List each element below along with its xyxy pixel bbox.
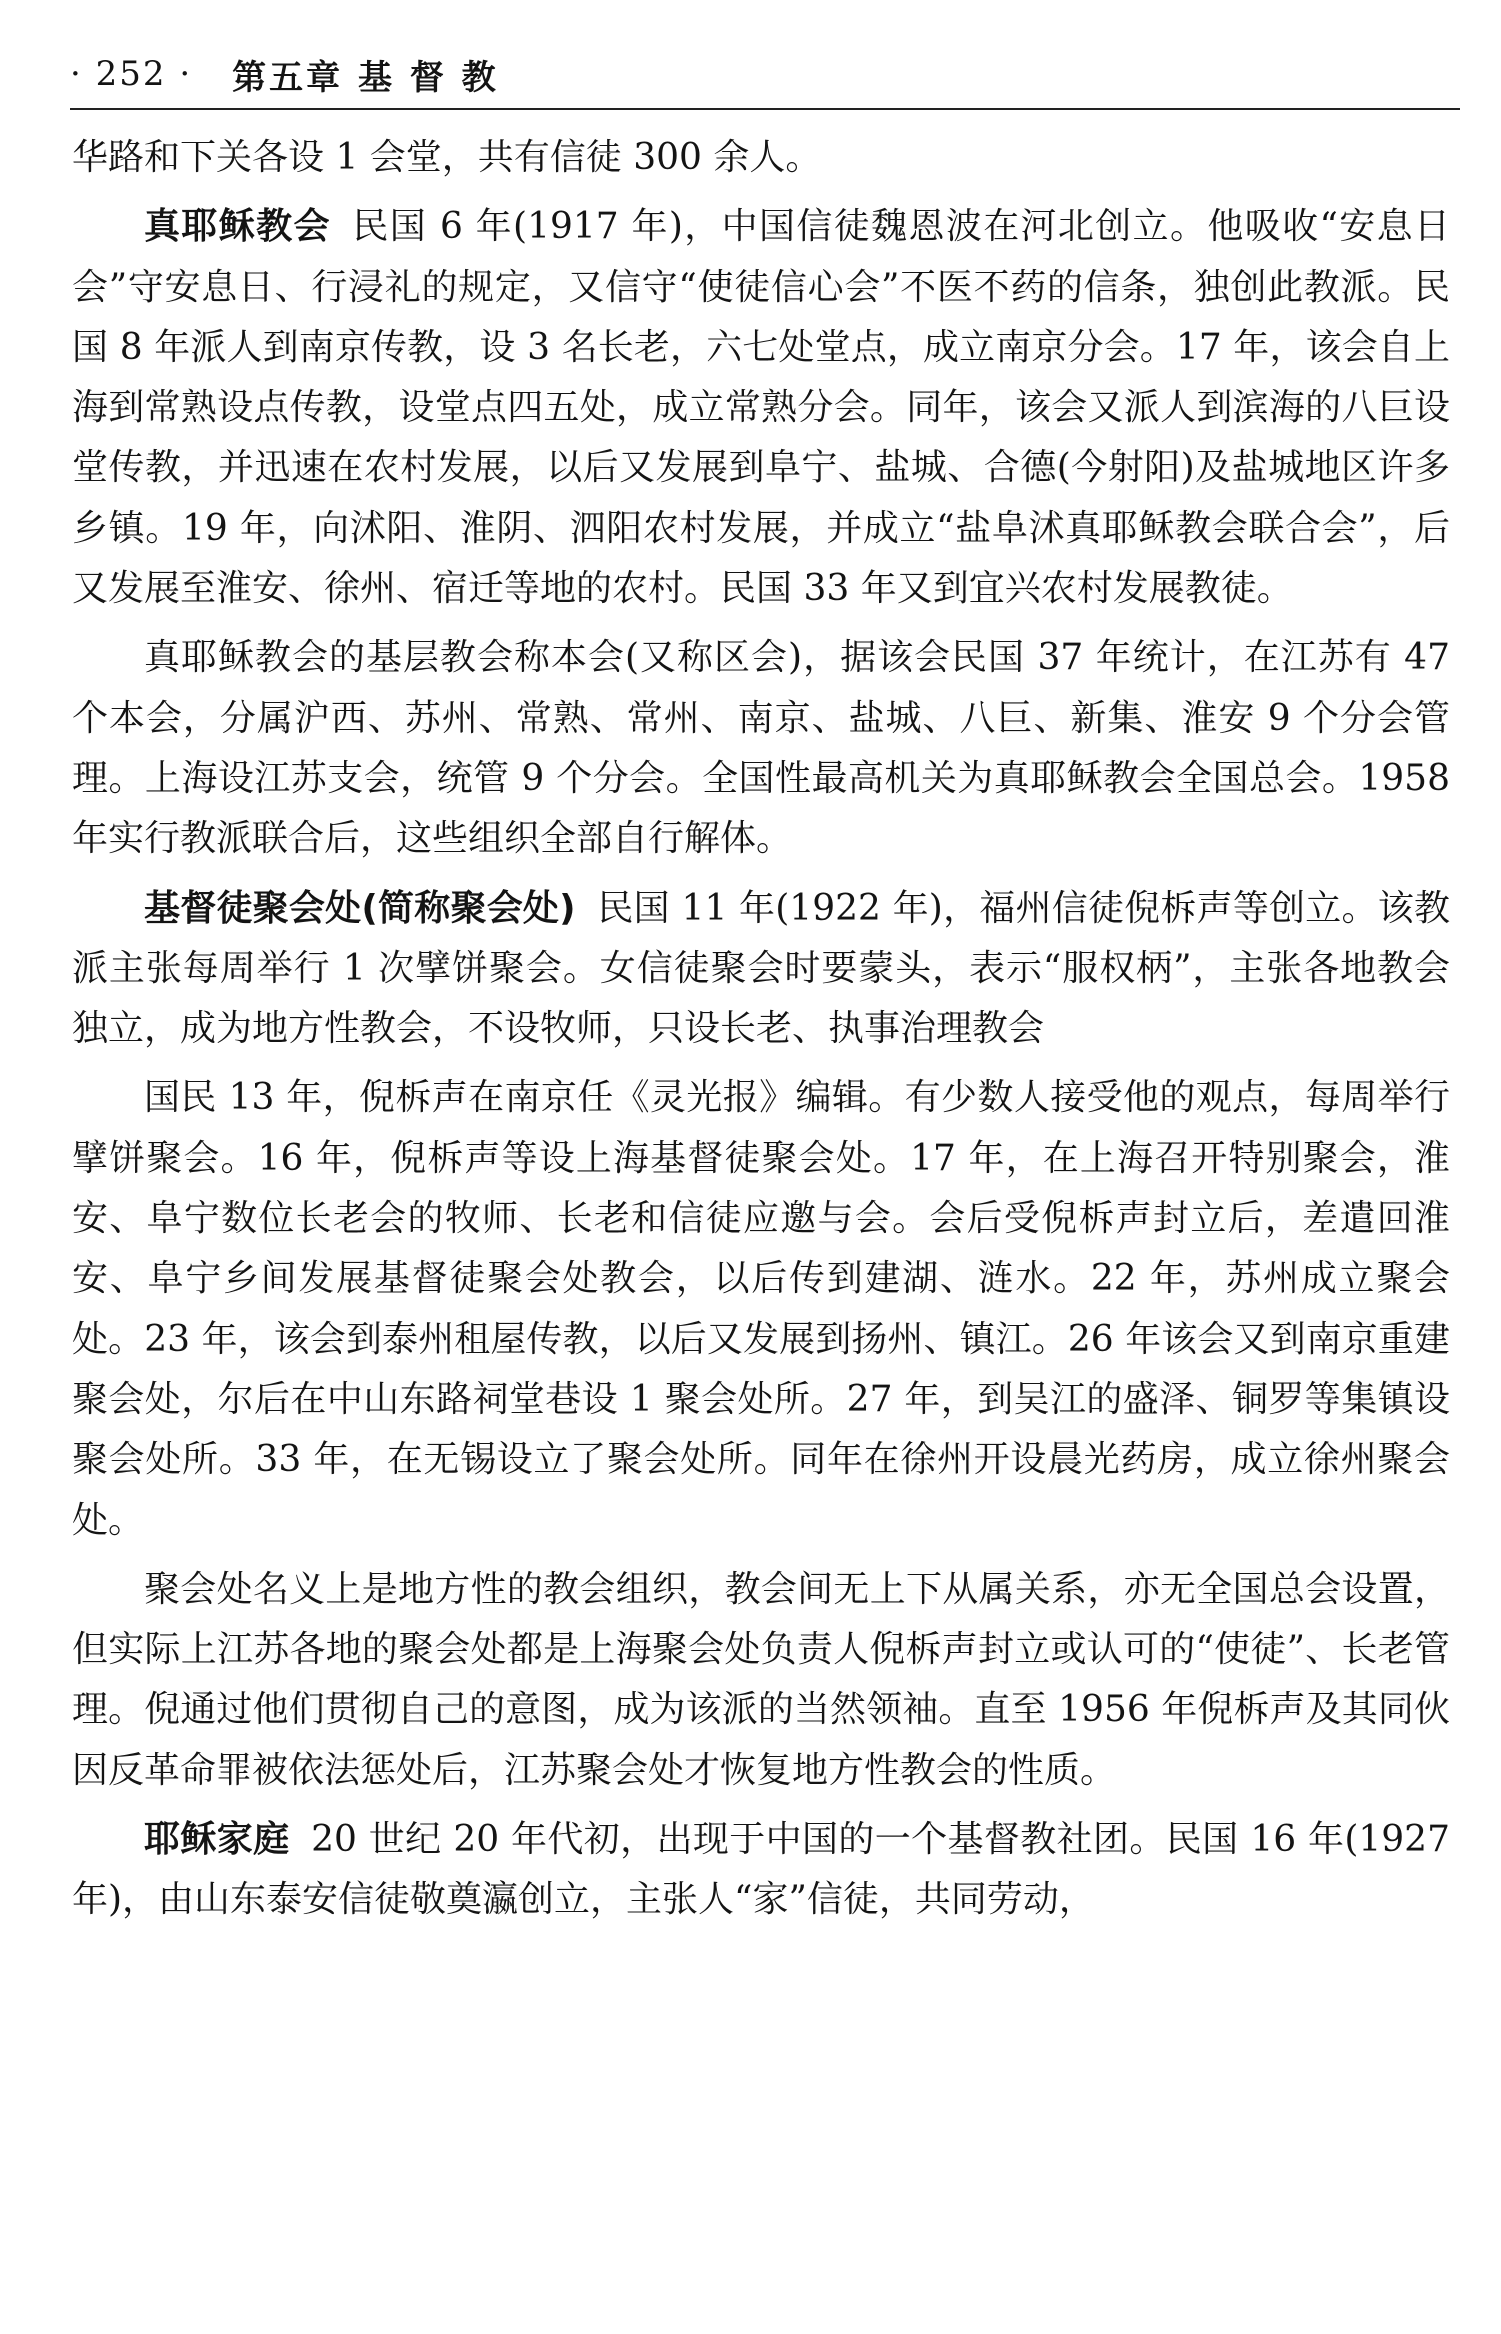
paragraph-text: 20 世纪 20 年代初，出现于中国的一个基督教社团。民国 16 年(1927 年)，由山东泰安信徒敬奠瀛创立，主张人“家”信徒，共同劳动， [72,1819,1450,1921]
header-rule [70,108,1460,110]
paragraph-text: 民国 11 年(1922 年)，福州信徒倪柝声等创立。该教派主张每周举行 1 次擘饼聚会。女信徒聚会时要蒙头，表示“服权柄”，主张各地教会独立，成为地方性教会，不设牧师，只设长老、执事治理教会 [72,887,1450,1050]
entry-true-jesus-church [72,197,1450,619]
paragraph-text: 民国 6 年(1917 年)，中国信徒魏恩波在河北创立。他吸收“安息日会”守安息日、行浸礼的规定，又信守“使徒信心会”不医不药的信条，独创此教派。民国 8 年派人到南京传教，设 3 名长老，六七处堂点，成立南京分会。17 年，该会自上海到常熟设点传教，设堂点四五处，成立常熟分会。同年，该会又派人到滨海的八巨设堂传教，并迅速在农村发展，以后又发展到阜宁、盐城、合德(今射阳)及盐城地区许多乡镇。19 年，向沭阳、淮阴、泗阳农村发展，并成立“盐阜沭真耶稣教会联合会”，后又发展至淮安、徐州、宿迁等地的农村。民国 33 年又到宜兴农村发展教徒。 [72,206,1450,610]
paragraph [72,628,1450,869]
running-header [70,48,1450,100]
paragraph-continuation [72,128,1450,188]
entry-term: 耶稣家庭 [144,1819,290,1861]
paragraph-text: 华路和下关各设 1 会堂，共有信徒 300 余人。 [72,137,822,178]
paragraph-text: 聚会处名义上是地方性的教会组织，教会间无上下从属关系，亦无全国总会设置，但实际上江苏各地的聚会处都是上海聚会处负责人倪柝声封立或认可的“使徒”、长老管理。倪通过他们贯彻自己的意图，成为该派的当然领袖。直至 1956 年倪柝声及其同伙因反革命罪被依法惩处后，江苏聚会处才恢复地方性教会的性质。 [72,1568,1450,1791]
paragraph [72,1560,1450,1801]
entry-term: 真耶稣教会 [144,206,331,248]
entry-term: 基督徒聚会处(简称聚会处) [144,887,576,929]
entry-jesus-family [72,1810,1450,1931]
page-number: · 252 · [70,54,193,94]
page-body [72,128,1450,1931]
paragraph [72,1068,1450,1550]
chapter-title: 第五章 基 督 教 [232,57,499,98]
paragraph-text: 真耶稣教会的基层教会称本会(又称区会)，据该会民国 37 年统计，在江苏有 47 个本会，分属沪西、苏州、常熟、常州、南京、盐城、八巨、新集、淮安 9 个分会管理。上海设江苏支会，统管 9 个分会。全国性最高机关为真耶稣教会全国总会。1958 年实行教派联合后，这些组织全部自行解体。 [72,637,1450,860]
paragraph-text: 国民 13 年，倪柝声在南京任《灵光报》编辑。有少数人接受他的观点，每周举行擘饼聚会。16 年，倪柝声等设上海基督徒聚会处。17 年，在上海召开特别聚会，淮安、阜宁数位长老会的牧师、长老和信徒应邀与会。会后受倪柝声封立后，差遣回淮安、阜宁乡间发展基督徒聚会处教会，以后传到建湖、涟水。22 年，苏州成立聚会处。23 年，该会到泰州租屋传教，以后又发展到扬州、镇江。26 年该会又到南京重建聚会处，尔后在中山东路祠堂巷设 1 聚会处所。27 年，到吴江的盛泽、铜罗等集镇设聚会处所。33 年，在无锡设立了聚会处所。同年在徐州开设晨光药房，成立徐州聚会处。 [72,1077,1450,1541]
entry-local-church [72,879,1450,1060]
